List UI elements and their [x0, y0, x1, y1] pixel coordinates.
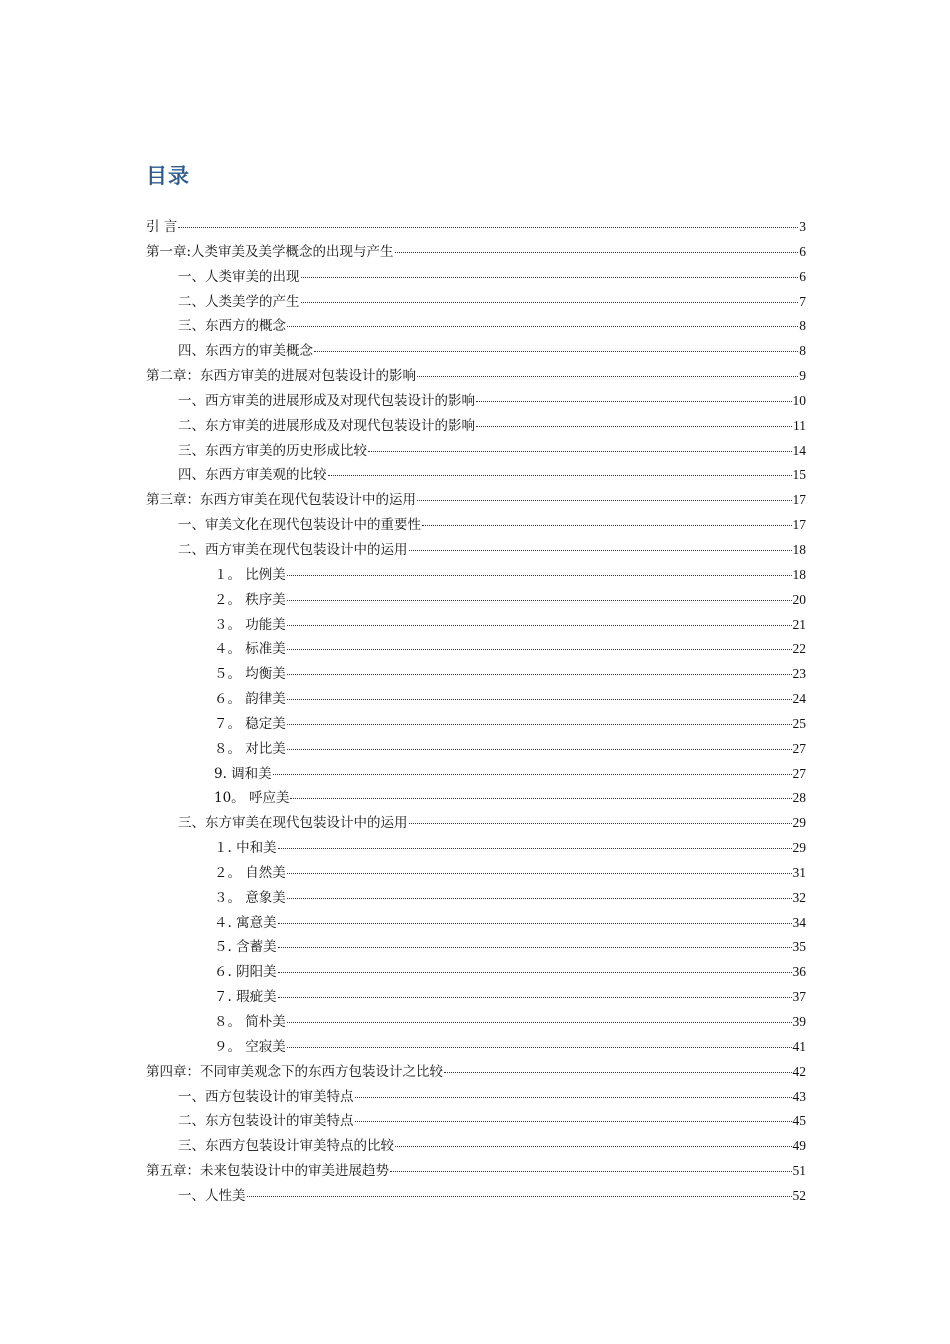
toc-entry-label: ２。 秩序美: [214, 591, 286, 608]
toc-entry[interactable]: [146, 1159, 806, 1184]
toc-entry[interactable]: [146, 314, 806, 339]
dot-leader: [278, 997, 792, 998]
toc-entry[interactable]: [146, 1035, 806, 1060]
table-of-contents: [146, 215, 806, 1209]
toc-entry-page-number: 17: [792, 492, 806, 508]
toc-entry-label: ４. 寓意美: [214, 914, 277, 931]
toc-entry-label: １。 比例美: [214, 566, 286, 583]
toc-entry[interactable]: [146, 637, 806, 662]
toc-entry-page-number: 25: [792, 715, 806, 731]
toc-entry-page-number: 22: [792, 641, 806, 657]
toc-entry[interactable]: [146, 613, 806, 638]
dot-leader: [417, 376, 798, 377]
dot-leader: [368, 451, 792, 452]
toc-entry-label: 一、审美文化在现代包装设计中的重要性: [178, 517, 421, 534]
toc-entry-page-number: 9: [799, 368, 806, 384]
toc-entry[interactable]: [146, 687, 806, 712]
dot-leader: [287, 674, 792, 675]
toc-entry[interactable]: [146, 886, 806, 911]
toc-entry[interactable]: [146, 836, 806, 861]
toc-entry-label: ６。 韵律美: [214, 691, 286, 708]
toc-entry-label: 引 言: [146, 219, 178, 235]
toc-entry-page-number: 52: [792, 1187, 806, 1203]
dot-leader: [301, 302, 799, 303]
toc-entry-page-number: 17: [792, 517, 806, 533]
toc-entry-page-number: 51: [792, 1163, 806, 1179]
toc-entry-label: 一、西方包装设计的审美特点: [178, 1088, 354, 1105]
toc-entry-page-number: 36: [792, 964, 806, 980]
dot-leader: [247, 1196, 792, 1197]
toc-entry[interactable]: [146, 662, 806, 687]
toc-entry-page-number: 29: [792, 840, 806, 856]
toc-entry-label: ４。 标准美: [214, 641, 286, 658]
toc-entry-label: 四、东西方的审美概念: [178, 343, 313, 360]
dot-leader: [301, 277, 799, 278]
dot-leader: [287, 600, 792, 601]
toc-entry[interactable]: [146, 911, 806, 936]
toc-entry[interactable]: [146, 463, 806, 488]
toc-entry-label: 第一章:人类审美及美学概念的出现与产生: [146, 243, 394, 260]
toc-entry-label: 第四章：不同审美观念下的东西方包装设计之比较: [146, 1063, 443, 1080]
toc-entry-page-number: 24: [792, 691, 806, 707]
dot-leader: [476, 401, 792, 402]
toc-entry[interactable]: [146, 985, 806, 1010]
toc-entry-page-number: 20: [792, 591, 806, 607]
toc-entry-label: 10。 呼应美: [214, 790, 290, 807]
dot-leader: [278, 947, 792, 948]
toc-entry[interactable]: [146, 861, 806, 886]
dot-leader: [278, 972, 792, 973]
toc-entry-page-number: 45: [792, 1113, 806, 1129]
dot-leader: [355, 1121, 792, 1122]
toc-entry-page-number: 8: [799, 343, 806, 359]
toc-entry-label: 第三章：东西方审美在现代包装设计中的运用: [146, 492, 416, 509]
toc-entry[interactable]: [146, 240, 806, 265]
toc-entry-page-number: 27: [792, 765, 806, 781]
toc-entry-label: ７。 稳定美: [214, 715, 286, 732]
dot-leader: [278, 923, 792, 924]
toc-entry[interactable]: [146, 488, 806, 513]
toc-entry-page-number: 42: [792, 1063, 806, 1079]
toc-entry-label: ８。 对比美: [214, 740, 286, 757]
toc-entry[interactable]: [146, 588, 806, 613]
toc-entry-page-number: 31: [792, 864, 806, 880]
toc-entry[interactable]: [146, 290, 806, 315]
dot-leader: [287, 699, 792, 700]
toc-entry-page-number: 18: [792, 541, 806, 557]
dot-leader: [273, 774, 792, 775]
toc-entry[interactable]: [146, 1184, 806, 1209]
toc-entry-page-number: 41: [792, 1038, 806, 1054]
toc-entry[interactable]: [146, 364, 806, 389]
toc-entry[interactable]: [146, 935, 806, 960]
toc-entry-label: 三、东方审美在现代包装设计中的运用: [178, 815, 408, 832]
toc-entry[interactable]: [146, 1060, 806, 1085]
toc-entry-page-number: 29: [792, 815, 806, 831]
toc-entry-label: ６. 阴阳美: [214, 964, 277, 981]
dot-leader: [476, 426, 792, 427]
toc-entry-label: 三、东西方的概念: [178, 318, 286, 335]
toc-entry[interactable]: [146, 265, 806, 290]
toc-entry-page-number: 37: [792, 989, 806, 1005]
toc-entry-label: ７. 瑕疵美: [214, 989, 277, 1006]
toc-entry[interactable]: [146, 339, 806, 364]
toc-entry-label: 一、西方审美的进展形成及对现代包装设计的影响: [178, 392, 475, 409]
dot-leader: [278, 848, 792, 849]
toc-entry-page-number: 27: [792, 740, 806, 756]
dot-leader: [287, 625, 792, 626]
toc-entry-page-number: 49: [792, 1138, 806, 1154]
dot-leader: [417, 500, 792, 501]
toc-entry-page-number: 10: [792, 392, 806, 408]
toc-title: 目录: [146, 164, 190, 188]
toc-entry[interactable]: [146, 439, 806, 464]
toc-entry-page-number: 6: [799, 268, 806, 284]
toc-entry-label: 三、东西方包装设计审美特点的比较: [178, 1138, 394, 1155]
toc-entry-label: 二、东方审美的进展形成及对现代包装设计的影响: [178, 417, 475, 434]
toc-entry-page-number: 11: [793, 417, 806, 433]
toc-entry-page-number: 28: [792, 790, 806, 806]
toc-entry-page-number: 7: [799, 293, 806, 309]
toc-entry-label: 一、人性美: [178, 1187, 246, 1204]
toc-entry[interactable]: [146, 737, 806, 762]
dot-leader: [395, 252, 799, 253]
toc-entry-label: 二、东方包装设计的审美特点: [178, 1113, 354, 1130]
toc-entry[interactable]: [146, 538, 806, 563]
dot-leader: [290, 798, 791, 799]
toc-entry-label: ５. 含蓄美: [214, 939, 277, 956]
toc-entry-label: 二、人类美学的产生: [178, 293, 300, 310]
toc-entry-label: ３。 功能美: [214, 616, 286, 633]
dot-leader: [422, 525, 792, 526]
toc-entry-page-number: 21: [792, 616, 806, 632]
toc-entry-label: 一、人类审美的出现: [178, 268, 300, 285]
toc-entry-page-number: 6: [799, 243, 806, 259]
toc-entry-label: ９。 空寂美: [214, 1038, 286, 1055]
toc-entry[interactable]: [146, 389, 806, 414]
toc-entry[interactable]: [146, 513, 806, 538]
toc-entry[interactable]: [146, 811, 806, 836]
toc-entry[interactable]: [146, 786, 806, 811]
toc-entry-page-number: 35: [792, 939, 806, 955]
toc-entry-page-number: 3: [799, 219, 806, 234]
toc-entry-page-number: 23: [792, 666, 806, 682]
toc-entry[interactable]: [146, 1134, 806, 1159]
toc-entry[interactable]: [146, 1010, 806, 1035]
toc-entry[interactable]: [146, 712, 806, 737]
toc-entry-page-number: 32: [792, 889, 806, 905]
toc-entry-label: 第二章：东西方审美的进展对包装设计的影响: [146, 368, 416, 385]
toc-entry-page-number: 18: [792, 566, 806, 582]
dot-leader: [444, 1072, 792, 1073]
dot-leader: [328, 475, 792, 476]
toc-entry-label: 第五章：未来包装设计中的审美进展趋势: [146, 1163, 389, 1180]
dot-leader: [314, 351, 798, 352]
toc-entry-label: １. 中和美: [214, 840, 277, 857]
toc-entry-label: 三、东西方审美的历史形成比较: [178, 442, 367, 459]
toc-entry[interactable]: [146, 215, 806, 240]
toc-entry[interactable]: [146, 563, 806, 588]
toc-entry-label: 9. 调和美: [214, 765, 272, 782]
toc-entry[interactable]: [146, 414, 806, 439]
toc-entry-label: 二、西方审美在现代包装设计中的运用: [178, 541, 408, 558]
dot-leader: [287, 326, 798, 327]
toc-entry-page-number: 39: [792, 1014, 806, 1029]
dot-leader: [409, 550, 792, 551]
dot-leader: [287, 1047, 792, 1048]
dot-leader: [287, 873, 792, 874]
toc-entry-page-number: 43: [792, 1088, 806, 1104]
toc-entry[interactable]: [146, 960, 806, 985]
dot-leader: [355, 1097, 792, 1098]
toc-entry-label: ３。 意象美: [214, 889, 286, 906]
toc-entry[interactable]: [146, 1085, 806, 1110]
dot-leader: [409, 823, 792, 824]
toc-entry-page-number: 34: [792, 914, 806, 930]
dot-leader: [287, 724, 792, 725]
dot-leader: [287, 749, 792, 750]
toc-entry-label: ５。 均衡美: [214, 666, 286, 683]
dot-leader: [178, 227, 798, 228]
dot-leader: [287, 649, 792, 650]
dot-leader: [395, 1146, 792, 1147]
toc-entry[interactable]: [146, 1109, 806, 1134]
toc-entry[interactable]: [146, 762, 806, 787]
toc-entry-label: 四、东西方审美观的比较: [178, 467, 327, 484]
dot-leader: [287, 898, 792, 899]
dot-leader: [287, 1022, 792, 1023]
toc-entry-label: ８。 简朴美: [214, 1014, 286, 1030]
dot-leader: [287, 575, 792, 576]
toc-entry-label: ２。 自然美: [214, 864, 286, 881]
dot-leader: [390, 1171, 792, 1172]
toc-entry-page-number: 14: [792, 442, 806, 458]
toc-entry-page-number: 8: [799, 318, 806, 334]
toc-entry-page-number: 15: [792, 467, 806, 483]
